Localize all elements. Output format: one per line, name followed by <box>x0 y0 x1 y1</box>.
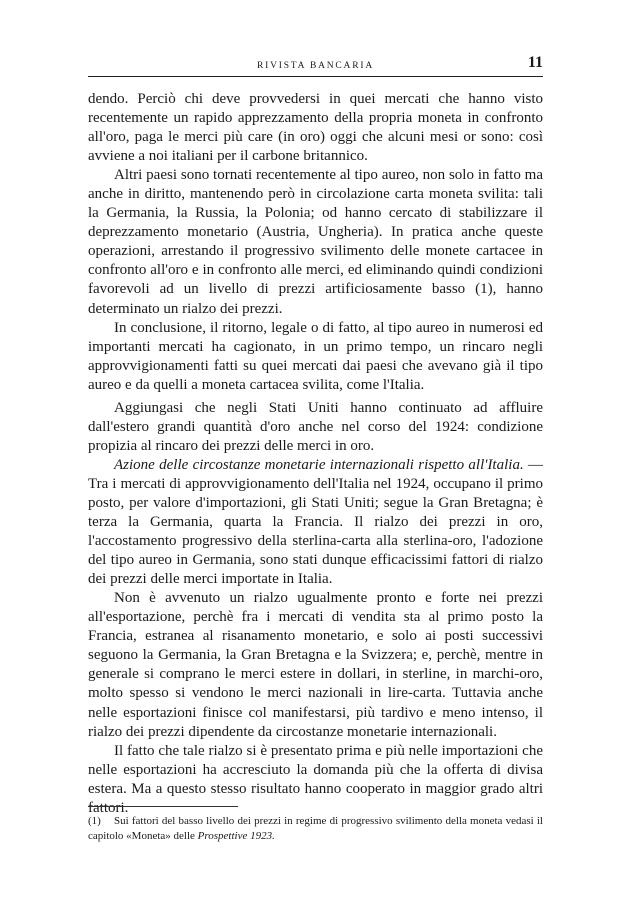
footnote-label: (1) <box>88 815 101 827</box>
paragraph: Non è avvenuto un rialzo ugualmente pronto e forte nei prezzi all'esportazione, perchè fra i mercati di vendita sta al primo posto la Francia, estranea al risanamento monetario, e solo ai posti successivi seguono la Germania, la Gran Bretagna e la Svizzera; e, perchè, mentre in generale si comprano le merci estere in dollari, in sterline, in marchi-oro, molto spesso si vendono le merci nazionali in lire-carta. Tuttavia anche nelle esportazioni finisce col manifestarsi, più tardivo e meno intenso, il rialzo dei prezzi dipendente da circostanze monetarie internazionali. <box>88 590 543 740</box>
paragraph: Aggiungasi che negli Stati Uniti hanno continuato ad affluire dall'estero grandi quantità d'oro anche nel corso del 1924: condizione propizia al rincaro dei prezzi delle merci in oro. <box>88 399 543 454</box>
paragraph: Il fatto che tale rialzo si è presentato prima e più nelle importazioni che nelle esportazioni ha accresciuto la domanda più che la offerta di divisa estera. Ma a questo stesso risultato hanno cooperato in maggior grado altri fattori. <box>88 742 543 816</box>
footnote-work-title: Prospettive 1923. <box>197 830 275 842</box>
paragraph: In conclusione, il ritorno, legale o di fatto, al tipo aureo in numerosi ed importanti mercati ha cagionato, in un primo tempo, un rincaro negli approvvigionamenti fatti su quei mercati dai paesi che avevano già il tipo aureo e da quelli a moneta cartacea svilita, come l'Italia. <box>88 319 543 393</box>
paragraph-continuation: dendo. Perciò chi deve provvedersi in quei mercati che hanno visto recentemente un rapido apprezzamento della propria moneta in confronto all'oro, paga le merci più care (in oro) oggi che alcuni mesi or sono: così avviene a noi italiani per il carbone britannico. <box>88 91 543 165</box>
body-text <box>88 90 543 818</box>
footnote-divider <box>88 806 238 807</box>
footnote-text: Sui fattori del basso livello dei prezzi in regime di progressivo svilimento della moneta vedasi il capitolo «Moneta» delle <box>88 815 543 842</box>
section-title: Azione delle circostanze monetarie internazionali rispetto all'Italia. <box>114 456 524 473</box>
section-paragraph <box>88 456 543 589</box>
footnote <box>88 814 543 844</box>
running-title: RIVISTA BANCARIA <box>257 61 374 71</box>
section-paragraph-text: — Tra i mercati di approvvigionamento dell'Italia nel 1924, occupano il primo posto, per valore d'importazioni, gli Stati Uniti; segue la Gran Bretagna; è terza la Germania, quarta la Francia. Il rialzo dei prezzi in oro, l'accostamento progressivo della sterlina-carta alla sterlina-oro, l'adozione del tipo aureo in Germania, sono stati dunque efficacissimi fattori di rialzo dei prezzi delle merci importate in Italia. <box>88 456 544 588</box>
page-header <box>88 54 543 77</box>
paragraph: Altri paesi sono tornati recentemente al tipo aureo, non solo in fatto ma anche in diritto, mantenendo però in circolazione carta moneta svilita: tali la Germania, la Russia, la Polonia; od hanno cercato di stabilizzare il deprezzamento monetario (Austria, Ungheria). In pratica anche queste operazioni, arrestando il progressivo svilimento delle monete cartacee in confronto all'oro e in confronto alle merci, ed eliminando quindi condizioni favorevoli ad un livello di prezzi artificiosamente basso (1), hanno determinato un rialzo dei prezzi. <box>88 167 543 317</box>
page-number: 11 <box>527 54 543 71</box>
